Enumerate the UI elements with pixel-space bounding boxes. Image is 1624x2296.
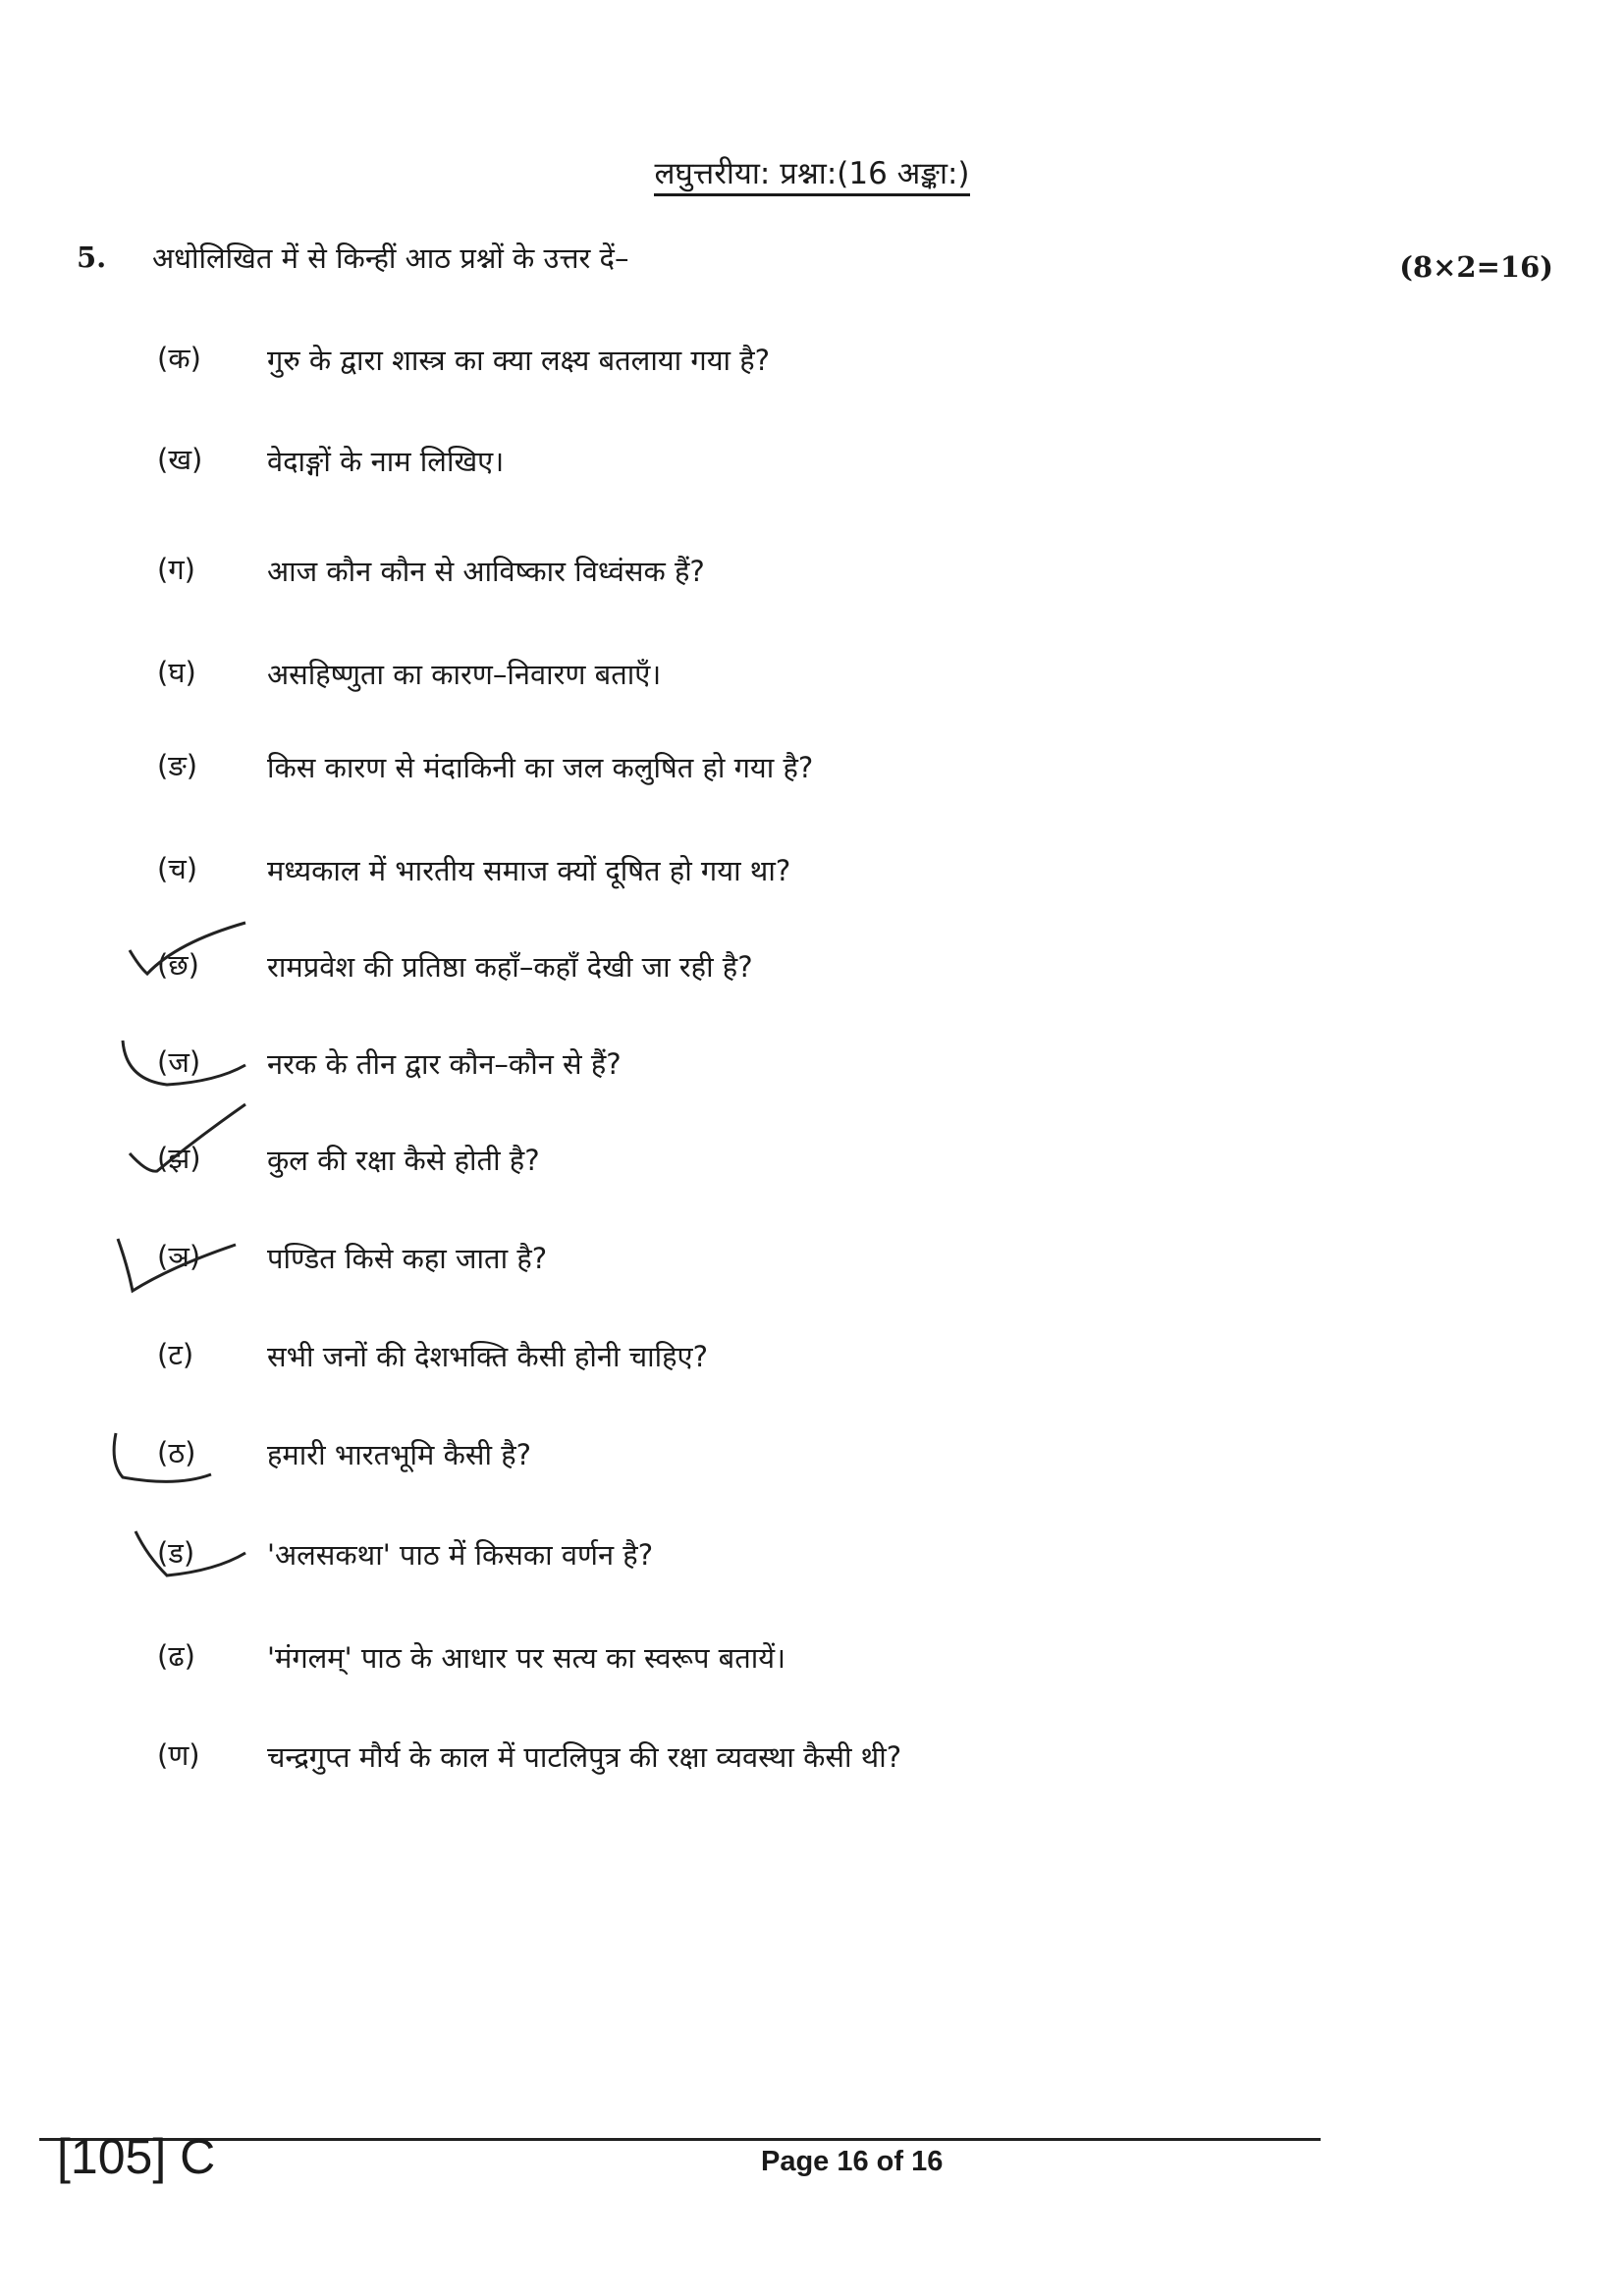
sub-question <box>0 945 1624 994</box>
sub-question <box>0 339 1624 388</box>
sub-question-label: (ग) <box>157 553 195 586</box>
sub-question-text: पण्डित किसे कहा जाता है? <box>267 1242 548 1275</box>
sub-question <box>0 746 1624 795</box>
sub-question-text: कुल की रक्षा कैसे होती है? <box>267 1144 540 1177</box>
sub-question-label: (घ) <box>157 656 196 689</box>
sub-question <box>0 653 1624 702</box>
page-number: Page 16 of 16 <box>761 2146 944 2177</box>
sub-question-label: (ट) <box>157 1338 194 1371</box>
sub-question-label: (ण) <box>157 1738 200 1772</box>
sub-question-label: (क) <box>157 342 201 375</box>
sub-question-text: 'अलसकथा' पाठ में किसका वर्णन है? <box>267 1538 654 1572</box>
sub-question <box>0 440 1624 489</box>
sub-question-label: (च) <box>157 852 198 885</box>
sub-question-label: (छ) <box>157 948 199 982</box>
sub-question <box>0 550 1624 599</box>
sub-question <box>0 1433 1624 1482</box>
section-title-text: लघुत्तरीया: प्रश्ना:(16 अङ्का:) <box>654 156 969 196</box>
sub-question-text: गुरु के द्वारा शास्त्र का क्या लक्ष्य बतलाया गया है? <box>267 344 771 377</box>
sub-question-label: (ठ) <box>157 1436 196 1469</box>
sub-question-text: हमारी भारतभूमि कैसी है? <box>267 1438 531 1471</box>
sub-question <box>0 1042 1624 1092</box>
sub-question <box>0 1335 1624 1384</box>
sub-question-text: असहिष्णुता का कारण–निवारण बताएँ। <box>267 658 662 691</box>
sub-question-text: आज कौन कौन से आविष्कार विध्वंसक हैं? <box>267 555 705 588</box>
sub-question-label: (ञ) <box>157 1240 201 1273</box>
sub-question-text: सभी जनों की देशभक्ति कैसी होनी चाहिए? <box>267 1340 708 1373</box>
question-number: 5. <box>77 240 107 274</box>
sub-question-text: 'मंगलम्' पाठ के आधार पर सत्य का स्वरूप बतायें। <box>267 1641 786 1675</box>
footer-rule <box>39 2138 1321 2141</box>
question-instruction: अधोलिखित में से किन्हीं आठ प्रश्नों के उत्तर दें– <box>152 241 629 275</box>
sub-question-label: (ड) <box>157 1536 195 1570</box>
sub-question-label: (ज) <box>157 1045 201 1079</box>
sub-question-label: (ङ) <box>157 749 198 782</box>
sub-question-text: रामप्रवेश की प्रतिष्ठा कहाँ–कहाँ देखी जा रही है? <box>267 950 753 984</box>
sub-question-label: (झ) <box>157 1142 201 1175</box>
sub-question-text: चन्द्रगुप्त मौर्य के काल में पाटलिपुत्र की रक्षा व्यवस्था कैसी थी? <box>267 1740 902 1774</box>
sub-question <box>0 1533 1624 1582</box>
sub-question-label: (ढ) <box>157 1639 195 1673</box>
sub-question-text: नरक के तीन द्वार कौन–कौन से हैं? <box>267 1047 622 1081</box>
question-marks: (8×2=16) <box>1399 250 1553 284</box>
sub-question-text: वेदाङ्गों के नाम लिखिए। <box>267 445 505 478</box>
sub-question <box>0 1735 1624 1785</box>
sub-question-label: (ख) <box>157 443 203 476</box>
sub-question <box>0 1139 1624 1188</box>
paper-code: [105] C <box>57 2129 216 2184</box>
sub-question-text: मध्यकाल में भारतीय समाज क्यों दूषित हो गया था? <box>267 854 791 887</box>
sub-question <box>0 849 1624 898</box>
section-title <box>0 152 1624 193</box>
sub-question-text: किस कारण से मंदाकिनी का जल कलुषित हो गया है? <box>267 751 814 784</box>
sub-question <box>0 1636 1624 1685</box>
sub-question <box>0 1237 1624 1286</box>
